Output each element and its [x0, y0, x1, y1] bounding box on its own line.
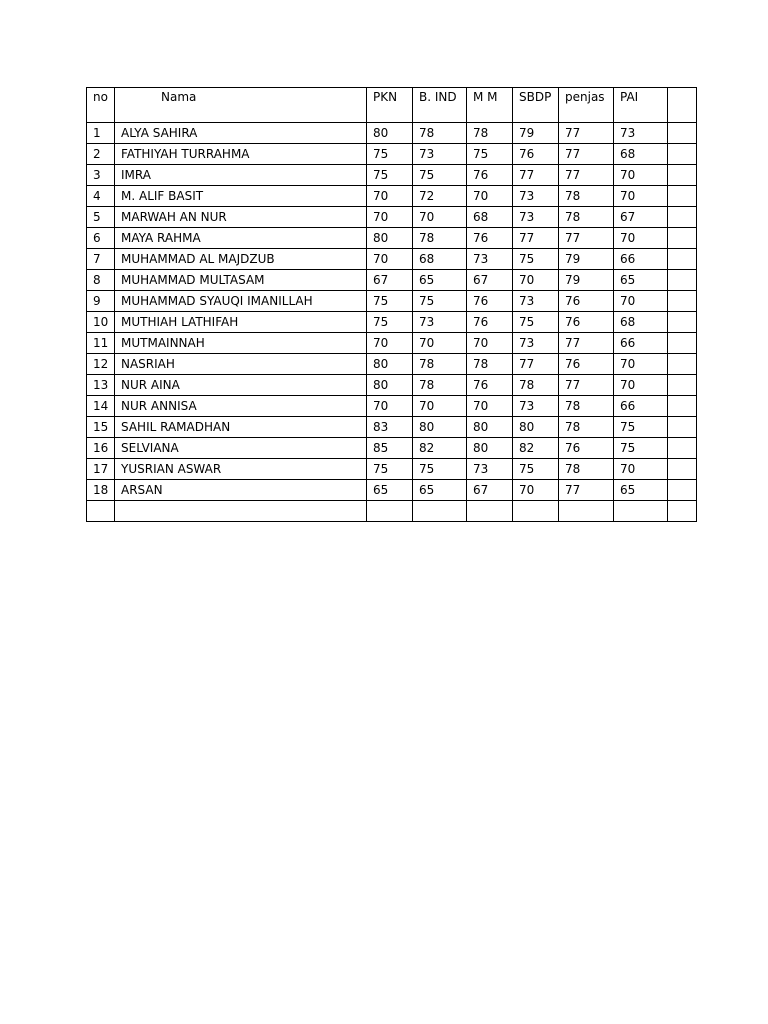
- student-grades-table: [86, 87, 697, 522]
- cell-pkn: 80: [367, 123, 413, 144]
- header-sbdp: SBDP: [513, 88, 559, 123]
- cell-no: 1: [87, 123, 115, 144]
- cell-pai: 70: [614, 186, 668, 207]
- table-row: [87, 480, 697, 501]
- cell-sbdp: 77: [513, 228, 559, 249]
- header-pkn: PKN: [367, 88, 413, 123]
- table-row: [87, 333, 697, 354]
- cell-sbdp: 73: [513, 333, 559, 354]
- cell-nama: FATHIYAH TURRAHMA: [115, 144, 367, 165]
- cell-empty: [115, 501, 367, 522]
- cell-mm: 67: [467, 480, 513, 501]
- cell-mm: 73: [467, 249, 513, 270]
- cell-mm: 80: [467, 417, 513, 438]
- cell-extra: [668, 291, 697, 312]
- cell-no: 4: [87, 186, 115, 207]
- cell-penjas: 76: [559, 354, 614, 375]
- cell-no: 11: [87, 333, 115, 354]
- cell-extra: [668, 123, 697, 144]
- cell-bind: 78: [413, 228, 467, 249]
- cell-pai: 68: [614, 312, 668, 333]
- cell-mm: 76: [467, 291, 513, 312]
- header-penjas: penjas: [559, 88, 614, 123]
- cell-bind: 73: [413, 144, 467, 165]
- cell-extra: [668, 396, 697, 417]
- cell-sbdp: 73: [513, 207, 559, 228]
- cell-penjas: 77: [559, 480, 614, 501]
- table-row: [87, 186, 697, 207]
- table-row: [87, 270, 697, 291]
- cell-no: 6: [87, 228, 115, 249]
- cell-pai: 67: [614, 207, 668, 228]
- cell-nama: MUTHIAH LATHIFAH: [115, 312, 367, 333]
- table-row: [87, 228, 697, 249]
- cell-sbdp: 73: [513, 396, 559, 417]
- cell-nama: MUTMAINNAH: [115, 333, 367, 354]
- cell-nama: IMRA: [115, 165, 367, 186]
- table-row: [87, 438, 697, 459]
- table-row: [87, 459, 697, 480]
- cell-pkn: 80: [367, 354, 413, 375]
- cell-nama: SAHIL RAMADHAN: [115, 417, 367, 438]
- cell-empty: [668, 501, 697, 522]
- header-bind: B. IND: [413, 88, 467, 123]
- header-no: no: [87, 88, 115, 123]
- cell-penjas: 77: [559, 375, 614, 396]
- cell-nama: MUHAMMAD SYAUQI IMANILLAH: [115, 291, 367, 312]
- cell-no: 16: [87, 438, 115, 459]
- cell-penjas: 78: [559, 417, 614, 438]
- cell-no: 15: [87, 417, 115, 438]
- cell-penjas: 79: [559, 249, 614, 270]
- cell-extra: [668, 417, 697, 438]
- cell-nama: ARSAN: [115, 480, 367, 501]
- cell-pai: 66: [614, 249, 668, 270]
- cell-extra: [668, 354, 697, 375]
- cell-bind: 78: [413, 123, 467, 144]
- cell-pai: 65: [614, 270, 668, 291]
- cell-mm: 76: [467, 375, 513, 396]
- cell-extra: [668, 375, 697, 396]
- cell-pkn: 75: [367, 144, 413, 165]
- table-row: [87, 354, 697, 375]
- cell-bind: 70: [413, 396, 467, 417]
- cell-extra: [668, 186, 697, 207]
- cell-extra: [668, 480, 697, 501]
- table-row: [87, 417, 697, 438]
- cell-pkn: 75: [367, 459, 413, 480]
- table-row: [87, 165, 697, 186]
- header-pai: PAI: [614, 88, 668, 123]
- cell-penjas: 78: [559, 459, 614, 480]
- cell-no: 2: [87, 144, 115, 165]
- cell-extra: [668, 165, 697, 186]
- cell-penjas: 77: [559, 165, 614, 186]
- cell-pai: 70: [614, 291, 668, 312]
- cell-mm: 80: [467, 438, 513, 459]
- cell-pkn: 70: [367, 186, 413, 207]
- cell-nama: MUHAMMAD AL MAJDZUB: [115, 249, 367, 270]
- cell-mm: 76: [467, 312, 513, 333]
- table-row: [87, 207, 697, 228]
- cell-empty: [513, 501, 559, 522]
- cell-extra: [668, 270, 697, 291]
- cell-bind: 72: [413, 186, 467, 207]
- cell-sbdp: 73: [513, 186, 559, 207]
- cell-no: 13: [87, 375, 115, 396]
- table-body: [87, 123, 697, 522]
- cell-pkn: 70: [367, 249, 413, 270]
- cell-extra: [668, 459, 697, 480]
- header-mm: M M: [467, 88, 513, 123]
- cell-sbdp: 82: [513, 438, 559, 459]
- cell-no: 17: [87, 459, 115, 480]
- table-row: [87, 396, 697, 417]
- cell-penjas: 77: [559, 333, 614, 354]
- cell-penjas: 78: [559, 186, 614, 207]
- cell-no: 10: [87, 312, 115, 333]
- cell-penjas: 76: [559, 438, 614, 459]
- cell-bind: 75: [413, 459, 467, 480]
- cell-empty: [467, 501, 513, 522]
- cell-penjas: 76: [559, 312, 614, 333]
- cell-no: 3: [87, 165, 115, 186]
- cell-mm: 70: [467, 396, 513, 417]
- cell-bind: 68: [413, 249, 467, 270]
- cell-penjas: 78: [559, 207, 614, 228]
- cell-bind: 82: [413, 438, 467, 459]
- cell-no: 7: [87, 249, 115, 270]
- cell-pai: 70: [614, 165, 668, 186]
- cell-empty: [413, 501, 467, 522]
- cell-mm: 78: [467, 123, 513, 144]
- cell-empty: [559, 501, 614, 522]
- cell-extra: [668, 144, 697, 165]
- cell-nama: MUHAMMAD MULTASAM: [115, 270, 367, 291]
- cell-penjas: 78: [559, 396, 614, 417]
- cell-penjas: 76: [559, 291, 614, 312]
- table-header-row: [87, 88, 697, 123]
- cell-mm: 70: [467, 333, 513, 354]
- cell-pkn: 80: [367, 228, 413, 249]
- cell-empty: [614, 501, 668, 522]
- cell-sbdp: 77: [513, 354, 559, 375]
- cell-extra: [668, 333, 697, 354]
- cell-pai: 70: [614, 354, 668, 375]
- cell-bind: 70: [413, 333, 467, 354]
- table-row: [87, 144, 697, 165]
- cell-bind: 65: [413, 480, 467, 501]
- cell-nama: MAYA RAHMA: [115, 228, 367, 249]
- cell-mm: 70: [467, 186, 513, 207]
- cell-penjas: 77: [559, 144, 614, 165]
- cell-sbdp: 73: [513, 291, 559, 312]
- cell-no: 5: [87, 207, 115, 228]
- cell-pkn: 70: [367, 396, 413, 417]
- cell-extra: [668, 228, 697, 249]
- cell-bind: 75: [413, 291, 467, 312]
- table-row: [87, 312, 697, 333]
- cell-pkn: 67: [367, 270, 413, 291]
- cell-pkn: 70: [367, 333, 413, 354]
- cell-no: 8: [87, 270, 115, 291]
- cell-bind: 70: [413, 207, 467, 228]
- cell-pai: 75: [614, 417, 668, 438]
- cell-pai: 65: [614, 480, 668, 501]
- cell-nama: NASRIAH: [115, 354, 367, 375]
- header-extra: [668, 88, 697, 123]
- cell-no: 9: [87, 291, 115, 312]
- cell-sbdp: 75: [513, 459, 559, 480]
- cell-mm: 76: [467, 228, 513, 249]
- cell-empty: [367, 501, 413, 522]
- cell-extra: [668, 438, 697, 459]
- cell-pkn: 75: [367, 312, 413, 333]
- cell-bind: 80: [413, 417, 467, 438]
- cell-penjas: 79: [559, 270, 614, 291]
- cell-pai: 73: [614, 123, 668, 144]
- cell-sbdp: 80: [513, 417, 559, 438]
- cell-pai: 68: [614, 144, 668, 165]
- cell-nama: MARWAH AN NUR: [115, 207, 367, 228]
- cell-pkn: 80: [367, 375, 413, 396]
- cell-nama: NUR ANNISA: [115, 396, 367, 417]
- header-nama: Nama: [115, 88, 367, 123]
- cell-nama: SELVIANA: [115, 438, 367, 459]
- cell-mm: 76: [467, 165, 513, 186]
- cell-pai: 66: [614, 333, 668, 354]
- cell-extra: [668, 249, 697, 270]
- cell-pai: 70: [614, 375, 668, 396]
- cell-sbdp: 70: [513, 270, 559, 291]
- table-row: [87, 249, 697, 270]
- cell-pkn: 75: [367, 291, 413, 312]
- cell-extra: [668, 312, 697, 333]
- cell-bind: 65: [413, 270, 467, 291]
- cell-bind: 78: [413, 375, 467, 396]
- cell-sbdp: 75: [513, 312, 559, 333]
- cell-pai: 75: [614, 438, 668, 459]
- cell-sbdp: 78: [513, 375, 559, 396]
- cell-pkn: 70: [367, 207, 413, 228]
- cell-bind: 75: [413, 165, 467, 186]
- cell-sbdp: 75: [513, 249, 559, 270]
- cell-penjas: 77: [559, 228, 614, 249]
- cell-penjas: 77: [559, 123, 614, 144]
- cell-nama: YUSRIAN ASWAR: [115, 459, 367, 480]
- table-row: [87, 123, 697, 144]
- cell-nama: M. ALIF BASIT: [115, 186, 367, 207]
- table-row-blank: [87, 501, 697, 522]
- cell-mm: 67: [467, 270, 513, 291]
- cell-mm: 73: [467, 459, 513, 480]
- table-row: [87, 291, 697, 312]
- cell-no: 14: [87, 396, 115, 417]
- cell-nama: ALYA SAHIRA: [115, 123, 367, 144]
- cell-pai: 70: [614, 459, 668, 480]
- cell-nama: NUR AINA: [115, 375, 367, 396]
- cell-no: 18: [87, 480, 115, 501]
- cell-mm: 78: [467, 354, 513, 375]
- cell-extra: [668, 207, 697, 228]
- cell-pai: 66: [614, 396, 668, 417]
- cell-mm: 75: [467, 144, 513, 165]
- cell-pkn: 65: [367, 480, 413, 501]
- cell-sbdp: 77: [513, 165, 559, 186]
- cell-pai: 70: [614, 228, 668, 249]
- cell-sbdp: 79: [513, 123, 559, 144]
- cell-pkn: 85: [367, 438, 413, 459]
- cell-mm: 68: [467, 207, 513, 228]
- cell-sbdp: 76: [513, 144, 559, 165]
- cell-empty: [87, 501, 115, 522]
- cell-no: 12: [87, 354, 115, 375]
- cell-pkn: 75: [367, 165, 413, 186]
- cell-pkn: 83: [367, 417, 413, 438]
- cell-bind: 78: [413, 354, 467, 375]
- table-row: [87, 375, 697, 396]
- cell-sbdp: 70: [513, 480, 559, 501]
- cell-bind: 73: [413, 312, 467, 333]
